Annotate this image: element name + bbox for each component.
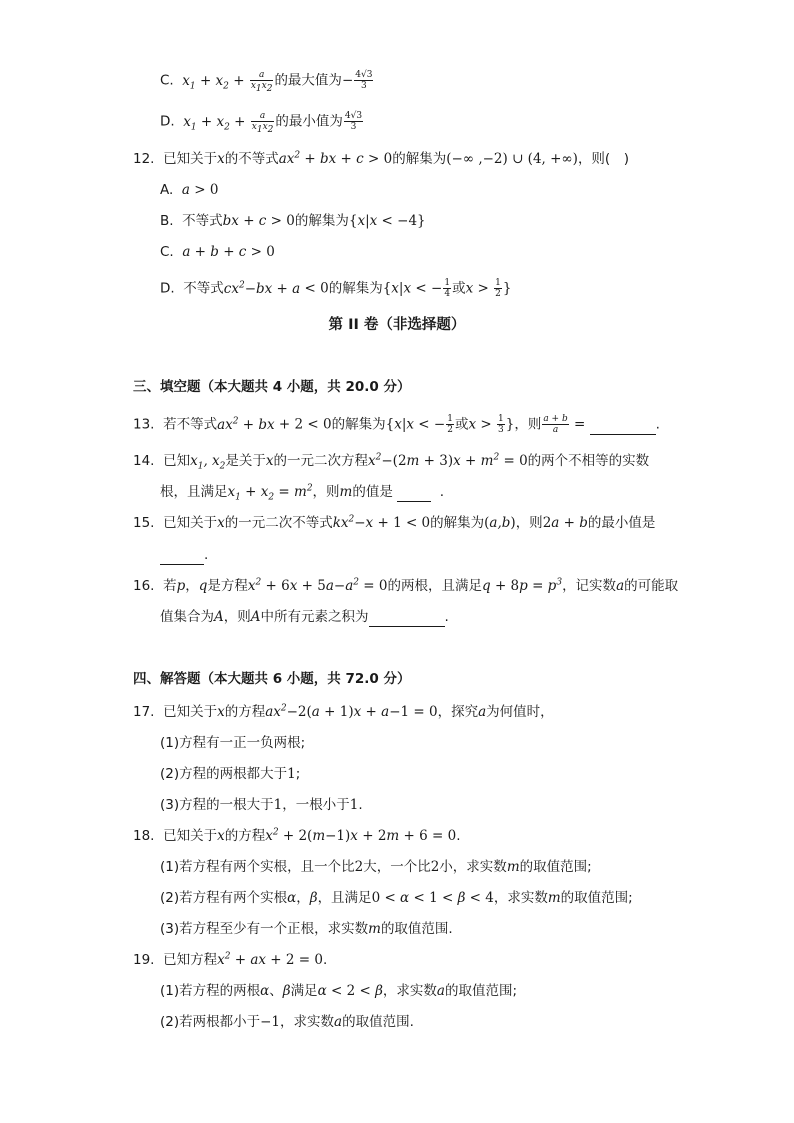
text: 已知关于 [163, 515, 218, 531]
question-number: 13. [133, 416, 155, 433]
question-number: 18. [133, 828, 155, 844]
text: 已知关于 [163, 151, 218, 167]
text: . [655, 416, 660, 433]
text: 大，一个比 [363, 859, 431, 875]
q12-option-d[interactable]: D. 不等式$cx^2-bx + a < 0$的解集为{x|x < − $\frac{1}{4}$ 或x > $\frac{1}{2}$ } [160, 278, 512, 299]
question-number: 19. [133, 952, 155, 968]
text: 不等式 [182, 213, 223, 229]
option-letter: D. [160, 113, 175, 130]
text: ，则 [312, 484, 340, 500]
answer-blank[interactable] [369, 612, 445, 627]
option-text: 的最小值为 [275, 113, 343, 130]
fraction: $\frac{4√3}{3}$ [344, 111, 363, 132]
text: 的解集为 [328, 280, 383, 297]
math-expr: $x_1 + x_2$ + [178, 72, 249, 92]
text: (2)若两根都小于 [160, 1014, 261, 1030]
text: 的不等式 [224, 151, 279, 167]
text: 值集合为 [160, 609, 214, 625]
text: 已知方程 [163, 952, 218, 968]
text: 的一元二次不等式 [224, 515, 333, 531]
text: 是关于 [225, 453, 266, 469]
question-number: 15. [133, 515, 155, 531]
text: ，探究 [437, 704, 479, 720]
q17-sub2: (2)方程的两根都大于1; [160, 766, 301, 782]
text: 根，且满足 [160, 484, 228, 500]
q14-line1: 14. 已知$x_1$, $x_2$是关于x的一元二次方程$x^2-(2m + 3)x + m^2 = 0$的两个不相等的实数 [133, 452, 650, 472]
text: 若 [163, 578, 177, 594]
q16-line2: 值集合为A，则A中所有元素之积为 . [160, 609, 449, 625]
q18-stem: 18. 已知关于x的方程$x^2 + 2(m-1)x + 2m + 6 = 0$. [133, 827, 461, 844]
text: . [456, 828, 461, 844]
text: ，求实数 [280, 1014, 335, 1030]
q15-line2 [160, 545, 208, 565]
question-number: 16. [133, 578, 155, 594]
text: ; [295, 766, 301, 782]
text: 的一元二次方程 [273, 453, 368, 469]
question-number: 12. [133, 151, 155, 167]
fraction: $\frac{4√3}{3}$ [355, 70, 373, 91]
answer-blank[interactable] [397, 487, 431, 502]
question-number: 14. [133, 453, 155, 469]
q19-sub2: (2)若两根都小于−1，求实数a的取值范围. [160, 1014, 414, 1030]
text: 的值是 [352, 484, 393, 500]
math-expr: − [341, 72, 354, 89]
text: . [322, 952, 328, 968]
text: 中所有元素之积为 [260, 609, 369, 625]
text: 的方程 [224, 828, 266, 844]
text: 的解集为 [430, 515, 485, 531]
text: . [439, 484, 445, 500]
text: . [444, 609, 449, 625]
q16-line1: 16. 若p，q是方程$x^2 + 6x + 5a-a^2 = 0$的两根，且满足$q + 8p = p^3$，记实数a的可能取 [133, 577, 679, 594]
text: 不等式 [183, 280, 224, 297]
text: (1)若方程的两根 [160, 983, 261, 999]
text: ，则 [223, 609, 251, 625]
text: 的最小值是 [587, 515, 656, 531]
text: ，则( ) [577, 151, 629, 167]
q17-sub3: (3)方程的一根大于1，一根小于1. [160, 797, 363, 813]
answer-blank[interactable] [590, 420, 656, 435]
q17-stem: 17. 已知关于x的方程$ax^2-2(a + 1)x + a-1 = 0$，探究a为何值时， [133, 703, 554, 720]
text: ，求实数 [382, 983, 437, 999]
text: ，一根小于 [282, 797, 350, 813]
text: 的可能取 [624, 578, 679, 594]
text: (1)若方程有两个实根，且一个比 [160, 859, 355, 875]
text: . [358, 797, 363, 813]
q18-sub2: (2)若方程有两个实根α，β，且满足0 < α < 1 < β < 4，求实数m的取值范围; [160, 890, 633, 906]
q15-line1: 15. 已知关于x的一元二次不等式$kx^2-x + 1 < 0$的解集为(a,b)，则2a + b的最小值是 [133, 514, 656, 531]
text: (3)方程的一根大于 [160, 797, 274, 813]
text: 若不等式 [163, 416, 218, 433]
text: 已知关于 [163, 828, 218, 844]
q13: 13. 若不等式$ax^2$ + bx + 2 < 0的解集为{x|x < − $\frac{1}{2}$ 或x > $\frac{1}{3}$ }，则 $\frac{a + b}{a}$ = . [133, 414, 660, 435]
text: ，且满足 [317, 890, 372, 906]
text: 已知 [163, 453, 191, 469]
option-text: 的最大值为 [274, 72, 342, 89]
text: ，求实数 [493, 890, 548, 906]
q11-option-d[interactable] [160, 111, 364, 135]
text: 的取值范围; [444, 983, 518, 999]
q11-option-c[interactable] [160, 70, 374, 94]
text: 的两根，且满足 [387, 578, 482, 594]
text: (3)若方程至少有一个正根，求实数 [160, 921, 369, 937]
q12-option-b[interactable]: B. 不等式bx + c > 0的解集为{x|x < −4} [160, 213, 426, 229]
section-heading: 三、填空题（本大题共 4 小题，共 20.0 分） [133, 379, 411, 395]
text: 的取值范围; [519, 859, 592, 875]
text: 的两个不相等的实数 [527, 453, 650, 469]
q19-sub1: (1)若方程的两根α、β满足α < 2 < β，求实数a的取值范围; [160, 983, 518, 999]
text: 为何值时， [486, 704, 554, 720]
part-title: 第 II 卷（非选择题） [328, 317, 466, 333]
q18-sub3: (3)若方程至少有一个正根，求实数m的取值范围. [160, 921, 453, 937]
option-letter: C. [160, 244, 174, 260]
text: 的取值范围. [380, 921, 453, 937]
q12-option-c[interactable]: C. a + b + c > 0 [160, 244, 275, 260]
text: 的方程 [224, 704, 266, 720]
fraction: $\frac{a}{x_1x_2}$ [251, 111, 274, 135]
math-expr: $x_1 + x_2$ + [178, 113, 250, 133]
option-letter: A. [160, 182, 174, 198]
text: 的解集为 [392, 151, 447, 167]
text: 已知关于 [163, 704, 218, 720]
text: ，则 [514, 416, 542, 433]
text: 的解集为 [331, 416, 386, 433]
option-letter: B. [160, 213, 174, 229]
q18-sub1: (1)若方程有两个实根，且一个比2大，一个比2小，求实数m的取值范围; [160, 859, 592, 875]
question-number: 17. [133, 704, 155, 720]
text: (2)方程的两根都大于 [160, 766, 288, 782]
text: . [204, 547, 209, 563]
section-heading: 四、解答题（本大题共 6 小题，共 72.0 分） [133, 671, 411, 687]
text: (2)若方程有两个实根 [160, 890, 288, 906]
text: 的解集为 [294, 213, 349, 229]
text: ，则 [515, 515, 543, 531]
text: 满足 [290, 983, 318, 999]
answer-blank[interactable] [160, 550, 204, 565]
option-letter: C. [160, 72, 174, 89]
text: 小，求实数 [439, 859, 507, 875]
text: 的取值范围; [560, 890, 633, 906]
text: 是方程 [207, 578, 248, 594]
q14-line2: 根，且满足$x_1 + x_2 = m^2$，则m的值是 . [160, 483, 445, 503]
option-letter: D. [160, 280, 175, 297]
text: 的取值范围. [342, 1014, 414, 1030]
fraction: $\frac{a}{x_1x_2}$ [250, 70, 273, 94]
q17-sub1: (1)方程有一正一负两根; [160, 735, 306, 751]
text: ，记实数 [562, 578, 617, 594]
q19-stem: 19. 已知方程$x^2$ + ax + 2 = 0. [133, 951, 328, 968]
q12-stem: 12. 已知关于x的不等式$ax^2$ + bx + c > 0的解集为(−∞ ,−2) ∪ (4, +∞)，则( ) [133, 150, 629, 167]
q12-option-a[interactable]: A. a > 0 [160, 182, 219, 198]
